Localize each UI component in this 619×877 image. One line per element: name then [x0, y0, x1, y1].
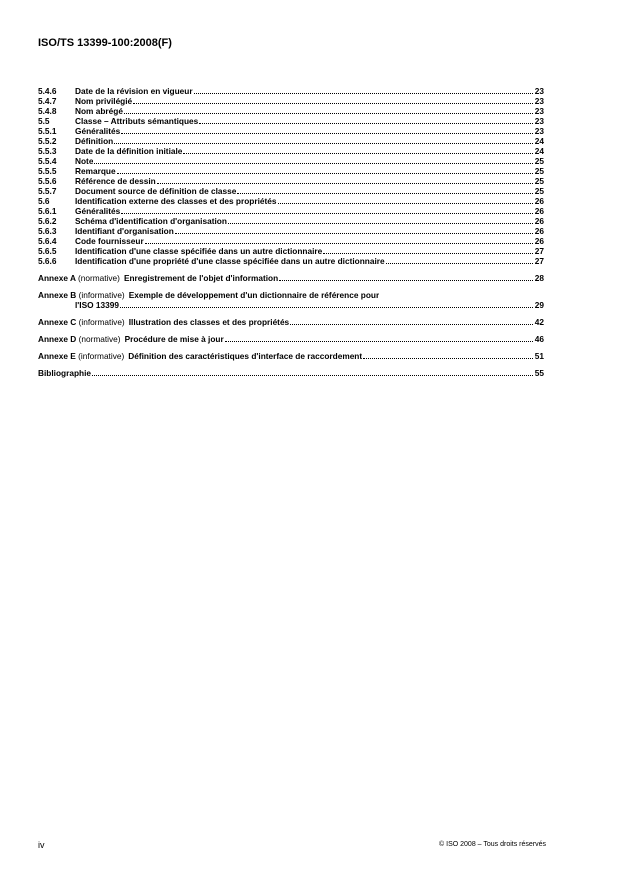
annex-kind: (normative)	[78, 334, 121, 344]
toc-entry-number: 5.5.3	[38, 146, 57, 156]
toc-entry-number: 5.4.6	[38, 86, 57, 96]
toc-entry[interactable]	[38, 236, 544, 246]
annex-title: Procédure de mise à jour	[124, 334, 224, 344]
page-number: iv	[38, 840, 45, 850]
toc-entry-number: 5.5.5	[38, 166, 57, 176]
dot-leader	[183, 153, 533, 154]
dot-leader	[120, 307, 533, 308]
dot-leader	[279, 280, 533, 281]
toc-entry-page: 23	[534, 106, 544, 116]
toc-entry-title: Identification d'une propriété d'une classe spécifiée dans un autre dictionnaire	[75, 256, 385, 266]
toc-annex-entry[interactable]	[38, 317, 544, 327]
toc-entry[interactable]	[38, 116, 544, 126]
toc-entry-number: 5.5.1	[38, 126, 57, 136]
toc-entry-title: Nom abrégé	[75, 106, 123, 116]
toc-entry-number: 5.6.3	[38, 226, 57, 236]
annex-entries	[38, 273, 544, 361]
toc-entry-title: Référence de dessin	[75, 176, 156, 186]
toc-entry-page: 26	[534, 206, 544, 216]
toc-annex-entry[interactable]	[38, 273, 544, 283]
copyright-notice: © ISO 2008 – Tous droits réservés	[439, 841, 546, 848]
toc-entry-title: Bibliographie	[38, 368, 92, 378]
table-of-contents	[38, 86, 544, 378]
toc-entry-page: 26	[534, 226, 544, 236]
dot-leader	[363, 358, 533, 359]
toc-entry-page: 46	[534, 334, 544, 344]
toc-entry-number: 5.6.1	[38, 206, 57, 216]
toc-entry-title: Identification d'une classe spécifiée dans un autre dictionnaire	[75, 246, 323, 256]
toc-entry-number: 5.6.6	[38, 256, 57, 266]
dot-leader	[157, 183, 533, 184]
toc-entry-page: 23	[534, 96, 544, 106]
toc-entry-title: Généralités	[75, 206, 121, 216]
toc-entry-number: 5.6	[38, 196, 50, 206]
annex-label: Annexe A	[38, 273, 76, 283]
toc-entry-number: 5.6.5	[38, 246, 57, 256]
annex-label: Annexe C	[38, 317, 77, 327]
dot-leader	[199, 123, 533, 124]
toc-entry[interactable]	[38, 216, 544, 226]
dot-leader	[94, 163, 533, 164]
toc-entry-page: 55	[534, 368, 544, 378]
toc-annex-entry[interactable]	[38, 351, 544, 361]
toc-entry-page: 26	[534, 236, 544, 246]
toc-entry-page: 42	[534, 317, 544, 327]
annex-title: Définition des caractéristiques d'interface de raccordement	[128, 351, 363, 361]
toc-entry-page: 51	[534, 351, 544, 361]
toc-entry-title: Date de la révision en vigueur	[75, 86, 193, 96]
dot-leader	[175, 233, 533, 234]
toc-entry-title: Identifiant d'organisation	[75, 226, 174, 236]
toc-entry[interactable]	[38, 226, 544, 236]
toc-entry-number: 5.5.6	[38, 176, 57, 186]
dot-leader	[386, 263, 533, 264]
annex-label: Annexe B	[38, 290, 77, 300]
toc-entry-number: 5.5.4	[38, 156, 57, 166]
annex-kind: (informative)	[78, 290, 125, 300]
toc-entry-page: 27	[534, 246, 544, 256]
dot-leader	[124, 113, 533, 114]
dot-leader	[237, 193, 533, 194]
toc-entry-page: 26	[534, 196, 544, 206]
toc-entry-page: 25	[534, 156, 544, 166]
toc-annex-entry[interactable]	[38, 334, 544, 344]
annex-kind: (informative)	[78, 317, 125, 327]
dot-leader	[114, 143, 533, 144]
dot-leader	[278, 203, 533, 204]
toc-entry-title: Date de la définition initiale	[75, 146, 183, 156]
toc-entry-page: 26	[534, 216, 544, 226]
toc-entry[interactable]	[38, 246, 544, 256]
toc-entry[interactable]	[38, 126, 544, 136]
toc-entry-page: 24	[534, 146, 544, 156]
annex-kind: (normative)	[77, 273, 120, 283]
toc-entry-title: Identification externe des classes et des propriétés	[75, 196, 277, 206]
toc-entry[interactable]	[38, 196, 544, 206]
toc-entry-title: Code fournisseur	[75, 236, 144, 246]
toc-entry-number: 5.5.2	[38, 136, 57, 146]
toc-entry-page: 23	[534, 116, 544, 126]
toc-entry[interactable]	[38, 166, 544, 176]
dot-leader	[225, 341, 533, 342]
toc-entry[interactable]	[38, 136, 544, 146]
annex-title: Exemple de développement d'un dictionnaire de référence pour	[128, 290, 380, 300]
toc-entry-page: 25	[534, 186, 544, 196]
toc-entry-page: 24	[534, 136, 544, 146]
toc-entry-page: 23	[534, 86, 544, 96]
toc-entry-page: 25	[534, 176, 544, 186]
toc-entry-title: Définition	[75, 136, 114, 146]
toc-entry-page: 28	[534, 273, 544, 283]
toc-entry-title: Document source de définition de classe	[75, 186, 237, 196]
toc-entry-number: 5.6.2	[38, 216, 57, 226]
toc-entry[interactable]	[38, 146, 544, 156]
dot-leader	[133, 103, 533, 104]
document-header: ISO/TS 13399-100:2008(F)	[38, 37, 172, 49]
dot-leader	[194, 93, 533, 94]
toc-entry-number: 5.4.8	[38, 106, 57, 116]
toc-entry[interactable]	[38, 156, 544, 166]
toc-entry-page: 23	[534, 126, 544, 136]
toc-entry[interactable]	[38, 186, 544, 196]
toc-entry[interactable]	[38, 256, 544, 266]
toc-entry-number: 5.6.4	[38, 236, 57, 246]
toc-entry-page: 25	[534, 166, 544, 176]
dot-leader	[117, 173, 533, 174]
dot-leader	[92, 375, 533, 376]
dot-leader	[121, 213, 533, 214]
toc-entry-title: Classe – Attributs sémantiques	[75, 116, 199, 126]
annex-title: Illustration des classes et des propriétés	[128, 317, 290, 327]
toc-entry-number: 5.5.7	[38, 186, 57, 196]
toc-entry-number: 5.4.7	[38, 96, 57, 106]
toc-entry-page: 27	[534, 256, 544, 266]
toc-entry[interactable]	[38, 86, 544, 96]
toc-entries	[38, 86, 544, 266]
toc-annex-entry[interactable]	[38, 290, 544, 310]
toc-entry-title: Note	[75, 156, 94, 166]
dot-leader	[145, 243, 533, 244]
toc-entry-title: Généralités	[75, 126, 121, 136]
toc-entry-number: 5.5	[38, 116, 50, 126]
dot-leader	[121, 133, 533, 134]
annex-kind: (informative)	[78, 351, 125, 361]
annex-title-continued: l'ISO 13399	[75, 300, 119, 310]
toc-entry[interactable]	[38, 106, 544, 116]
annex-title: Enregistrement de l'objet d'information	[123, 273, 279, 283]
annex-label: Annexe E	[38, 351, 76, 361]
dot-leader	[290, 324, 533, 325]
toc-entry-title: Schéma d'identification d'organisation	[75, 216, 227, 226]
annex-label: Annexe D	[38, 334, 77, 344]
dot-leader	[323, 253, 533, 254]
toc-entry-title: Nom privilégié	[75, 96, 133, 106]
toc-entry-title: Remarque	[75, 166, 116, 176]
toc-entry[interactable]	[38, 176, 544, 186]
dot-leader	[228, 223, 533, 224]
toc-entry[interactable]	[38, 206, 544, 216]
toc-entry-page: 29	[534, 300, 544, 310]
toc-entry[interactable]	[38, 96, 544, 106]
toc-bibliography[interactable]	[38, 368, 544, 378]
